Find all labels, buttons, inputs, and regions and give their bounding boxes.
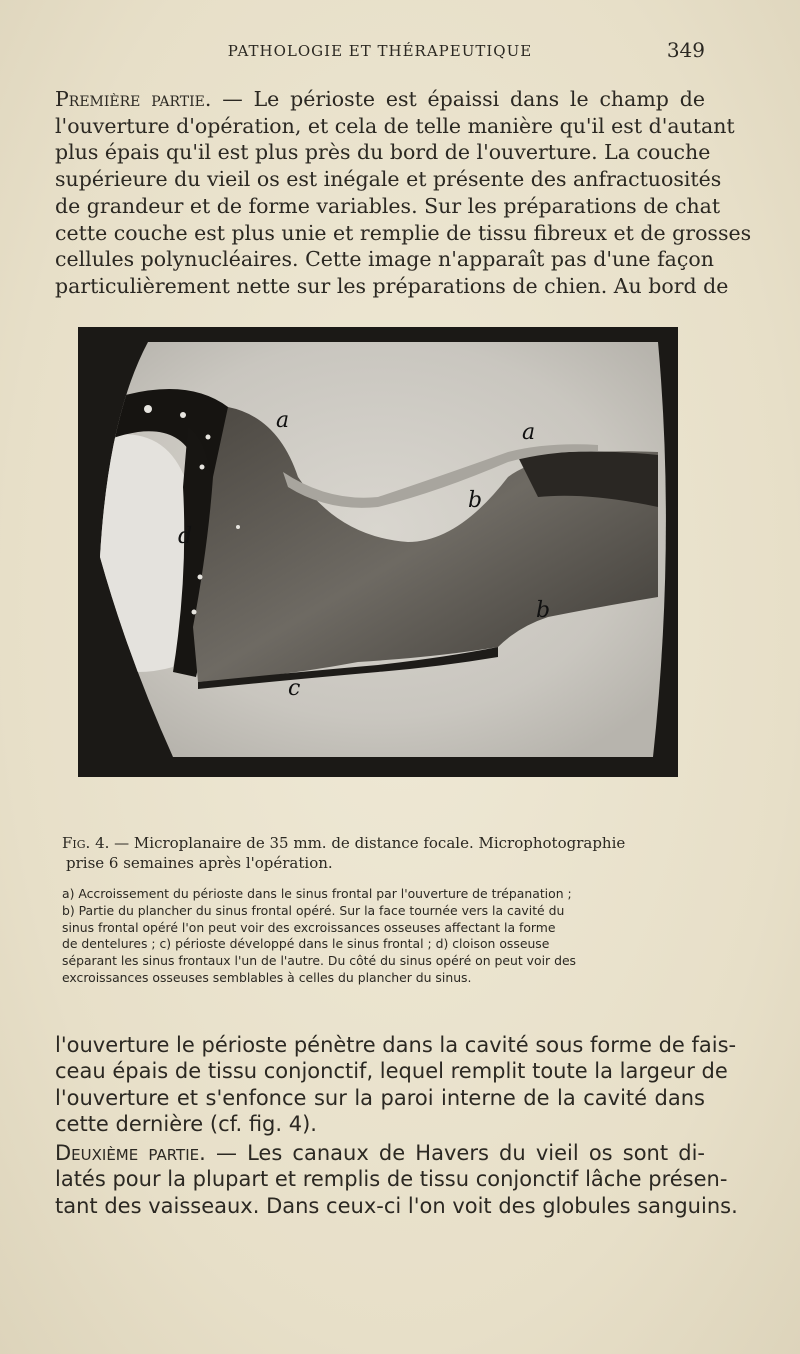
running-title: PATHOLOGIE ET THÉRAPEUTIQUE (227, 42, 533, 60)
figure-label-a-upper-right: a (522, 420, 536, 445)
microphotograph-figure (78, 327, 678, 777)
text-line: ceau épais de tissu conjonctif, lequel remplit toute la largeur de (55, 1059, 728, 1084)
page-number: 349 (666, 38, 705, 62)
legend-line: a) Accroissement du périoste dans le sinus frontal par l'ouverture de trépanation ; (62, 886, 572, 901)
legend-line: séparant les sinus frontaux l'un de l'autre. Du côté du sinus opéré on peut voir des (62, 953, 577, 969)
caption-line: Fig. 4. — Microplanaire de 35 mm. de distance focale. Microphotographie (62, 834, 626, 852)
text-line: Deuxième partie. — Les canaux de Havers du vieil os sont di- (55, 1141, 705, 1165)
text-line: cellules polynucléaires. Cette image n'apparaît pas d'une façon (55, 247, 714, 272)
text-line: cette couche est plus unie et remplie de tissu fibreux et de grosses (55, 220, 752, 245)
legend-line: b) Partie du plancher du sinus frontal opéré. Sur la face tournée vers la cavité du (62, 902, 565, 918)
text-line: latés pour la plupart et remplis de tissu conjonctif lâche présen- (55, 1167, 728, 1192)
figure-legend (62, 886, 702, 987)
text-line: cette dernière (cf. fig. 4). (55, 1112, 317, 1137)
legend-line: sinus frontal opéré l'on peut voir des excroissances osseuses affectant la forme (62, 919, 556, 935)
text-line: supérieure du vieil os est inégale et présente des anfractuosités (55, 167, 722, 192)
text-line: tant des vaisseaux. Dans ceux-ci l'on voit des globules sanguins. (55, 1193, 738, 1218)
legend-line: de dentelures ; c) périoste développé dans le sinus frontal ; d) cloison osseuse (62, 936, 550, 952)
text-line: l'ouverture d'opération, et cela de telle manière qu'il est d'autant (55, 113, 735, 138)
legend-line: excroissances osseuses semblables à celles du plancher du sinus. (62, 969, 472, 985)
figure-label-a-upper-left: a (276, 408, 290, 433)
figure-label-c: c (288, 676, 301, 701)
caption-line: prise 6 semaines après l'opération. (66, 854, 333, 872)
text-line: particulièrement nette sur les préparations de chien. Au bord de (55, 273, 729, 298)
text-line: l'ouverture et s'enfonce sur la paroi interne de la cavité dans (55, 1085, 705, 1110)
figure-label-d: d (178, 524, 193, 549)
paragraph-first-part (55, 86, 752, 300)
paragraph-second-part (55, 1140, 738, 1219)
microphotograph-image (78, 327, 678, 777)
text-line: de grandeur et de forme variables. Sur les préparations de chat (55, 193, 721, 218)
running-head (55, 38, 705, 62)
text-line: l'ouverture le périoste pénètre dans la cavité sous forme de fais- (55, 1033, 737, 1057)
paragraph-continuation (55, 1032, 737, 1138)
text-line: plus épais qu'il est plus près du bord de l'ouverture. La couche (55, 140, 711, 165)
figure-label-b-middle: b (468, 488, 483, 513)
section-lead: Première partie. (55, 87, 212, 111)
figure-caption (62, 833, 702, 873)
text-line: Première partie. — Le périoste est épaissi dans le champ de (55, 87, 706, 111)
caption-lead: Fig. 4. (62, 834, 110, 852)
section-lead: Deuxième partie. (55, 1141, 206, 1165)
figure-label-b-right: b (536, 598, 551, 623)
